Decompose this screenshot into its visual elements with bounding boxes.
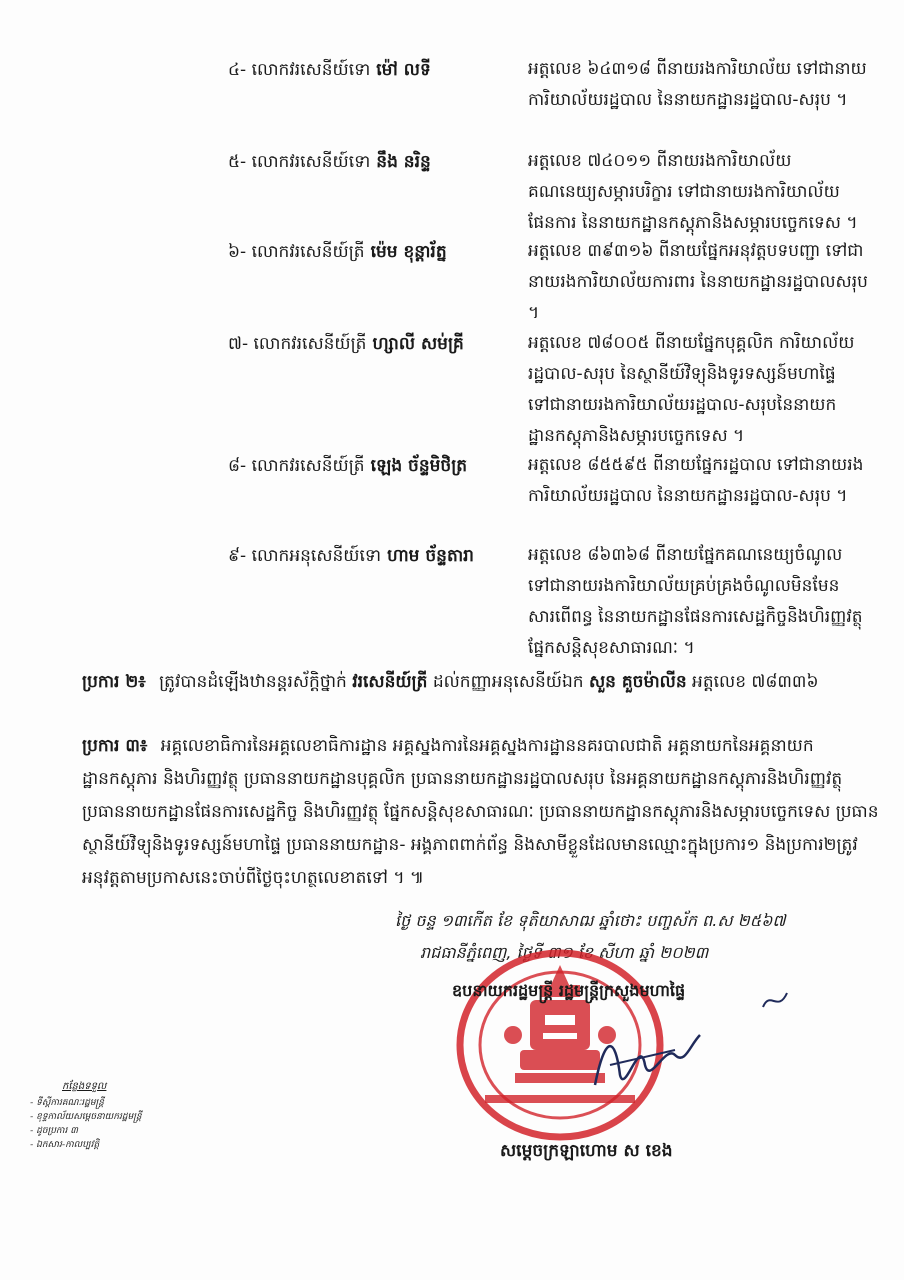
- person-name: ហាម ច័ន្ទតារា: [387, 546, 474, 566]
- person-name: សួន គួចម៉ាលីន: [588, 672, 687, 692]
- rank-label: ៧- លោកវរសេនីយ៍ត្រី: [228, 334, 367, 354]
- recipient-item: - ដូចប្រការ ៣: [30, 1124, 230, 1138]
- person-name: ហ្សាលី សម់គ្រី: [372, 334, 464, 354]
- rank-label: ៨- លោកវរសេនីយ៍ត្រី: [228, 456, 365, 476]
- article-text: អគ្គលេខាធិការនៃអគ្គលេខាធិការដ្ឋាន អគ្គស្នងការនៃអគ្គស្នងការដ្ឋាននគរបាលជាតិ អគ្គនាយកនៃអគ្គនាយកដ្ឋានកស្តុភារ និងហិរញ្ញវត្ថុ ប្រធាននាយកដ្ឋានបុគ្គលិក ប្រធាននាយកដ្ឋានរដ្ឋបាលសរុប នៃអគ្គនាយកដ្ឋានកស្តុភារនិងហិរញ្ញវត្ថុ ប្រធាននាយកដ្ឋានផែនការសេដ្ឋកិច្ច និងហិរញ្ញវត្ថុ ផ្នែកសន្តិសុខសាធារណៈ ប្រធាននាយកដ្ឋានកស្តុភារនិងសម្ភារបច្ចេកទេស ប្រធានស្ថានីយ៍វិទ្យុនិងទូរទស្សន៍មហាផ្ទៃ ប្រធាននាយកដ្ឋាន- អង្គភាពពាក់ព័ន្ធ និងសាមីខ្លួនដែលមានឈ្មោះក្នុងប្រការ១ និងប្រការ២ត្រូវអនុវត្តតាមប្រកាសនេះចាប់ពីថ្ងៃចុះហត្ថលេខាតទៅ ។ ៕: [82, 736, 879, 888]
- initial-mark: [760, 985, 790, 1015]
- person-name: ឡេង ច័ន្ទមិថិត្រ: [370, 456, 468, 476]
- list-item: [228, 54, 868, 150]
- list-item: [228, 146, 868, 242]
- person-name: ម៉េម ខុន្តារ័ត្ន: [370, 242, 447, 262]
- list-item: [228, 450, 868, 546]
- assignment-text: អត្តលេខ ៦៤៣១៨ ពីនាយរងការិយាល័យ ទៅជានាយការិយាល័យរដ្ឋបាល នៃនាយកដ្ឋានរដ្ឋបាល-សរុប ។: [528, 59, 867, 110]
- rank-label: ៦- លោកវរសេនីយ៍ត្រី: [228, 242, 365, 262]
- recipients-title: កន្លែងទទួល: [62, 1081, 107, 1092]
- article-2: [82, 666, 882, 699]
- recipient-item: - ទីស្តីការគណៈរដ្ឋមន្ត្រី: [30, 1096, 230, 1110]
- signature: [585, 1015, 705, 1105]
- solar-date: រាជធានីភ្នំពេញ, ថ្ងៃទី ៣១ ខែ សីហា ឆ្នាំ ២០២៣: [420, 943, 709, 962]
- article-label: ប្រការ ៣៖: [82, 736, 148, 756]
- assignment-text: អត្តលេខ ៧៨០០៥ ពីនាយផ្នែកបុគ្គលិក ការិយាល័យរដ្ឋបាល-សរុប នៃស្ថានីយ៍វិទ្យុនិងទូរទស្សន៍មហាផ្ទៃ ទៅជានាយរងការិយាល័យរដ្ឋបាល-សរុបនៃនាយកដ្ឋានកស្តុភានិងសម្ភារបច្ចេកទេស ។: [528, 333, 855, 446]
- promoted-rank: វរសេនីយ៍ត្រី: [352, 672, 428, 692]
- article-label: ប្រការ ២៖: [82, 672, 146, 692]
- list-item: [228, 236, 868, 332]
- assignment-text: អត្តលេខ ៣៩៣១៦ ពីនាយផ្នែកអនុវត្តបទបញ្ជា ទៅជានាយរងការិយាល័យការពារ នៃនាយកដ្ឋានរដ្ឋបាលសរុប ។: [528, 241, 868, 323]
- person-name: នឹង នរិន្ទ: [376, 152, 431, 172]
- office-title: ឧបនាយករដ្ឋមន្ត្រី រដ្ឋមន្ត្រីក្រសួងមហាផ្ទៃ: [452, 981, 686, 1000]
- list-item: [228, 540, 868, 664]
- article-text: ដល់កញ្ញាអនុសេនីយ៍ឯក: [432, 672, 584, 692]
- person-name: ម៉ៅ លទី: [376, 60, 431, 80]
- rank-label: ៩- លោកអនុសេនីយ៍ទោ: [228, 546, 382, 566]
- rank-label: ៤- លោកវរសេនីយ៍ទោ: [228, 60, 371, 80]
- assignment-text: អត្តលេខ ៨៥៥៩៥ ពីនាយផ្នែករដ្ឋបាល ទៅជានាយរងការិយាល័យរដ្ឋបាល នៃនាយកដ្ឋានរដ្ឋបាល-សរុប ។: [528, 455, 864, 506]
- assignment-text: អត្តលេខ ៧៤០១១ ពីនាយរងការិយាល័យគណនេយ្យសម្ភារបរិក្ខារ ទៅជានាយរងការិយាល័យផែនការ នៃនាយកដ្ឋានកស្តុភានិងសម្ភារបច្ចេកទេស ។: [528, 151, 858, 233]
- recipients-list: [30, 1080, 230, 1152]
- article-3: [82, 730, 882, 895]
- article-text: អត្តលេខ ៧៨៣៣៦: [692, 672, 819, 692]
- recipient-item: - ខុទ្ទកាល័យសម្តេចនាយករដ្ឋមន្ត្រី: [30, 1110, 230, 1124]
- rank-label: ៥- លោកវរសេនីយ៍ទោ: [228, 152, 371, 172]
- assignment-text: អត្តលេខ ៨៦៣៦៨ ពីនាយផ្នែកគណនេយ្យចំណូល ទៅជានាយរងការិយាល័យគ្រប់គ្រងចំណូលមិនមែនសារពើពន្ធ នៃនាយកដ្ឋានផែនការសេដ្ឋកិច្ចនិងហិរញ្ញវត្ថុ ផ្នែកសន្តិសុខសាធារណៈ ។: [528, 545, 863, 658]
- lunar-date: ថ្ងៃ ចន្ទ ១៣កើត ខែ ទុតិយាសាឍ ឆ្នាំថោះ បញ្ចស័ក ព.ស ២៥៦៧: [395, 911, 786, 930]
- signer-name: សម្តេចក្រឡាហោម ស ខេង: [500, 1141, 673, 1161]
- list-item: [228, 328, 868, 452]
- article-text: ត្រូវបានដំឡើងឋានន្តរស័ក្តិថ្នាក់: [159, 672, 347, 692]
- recipient-item: - ឯកសារ-កាលប្បវត្តិ: [30, 1138, 230, 1152]
